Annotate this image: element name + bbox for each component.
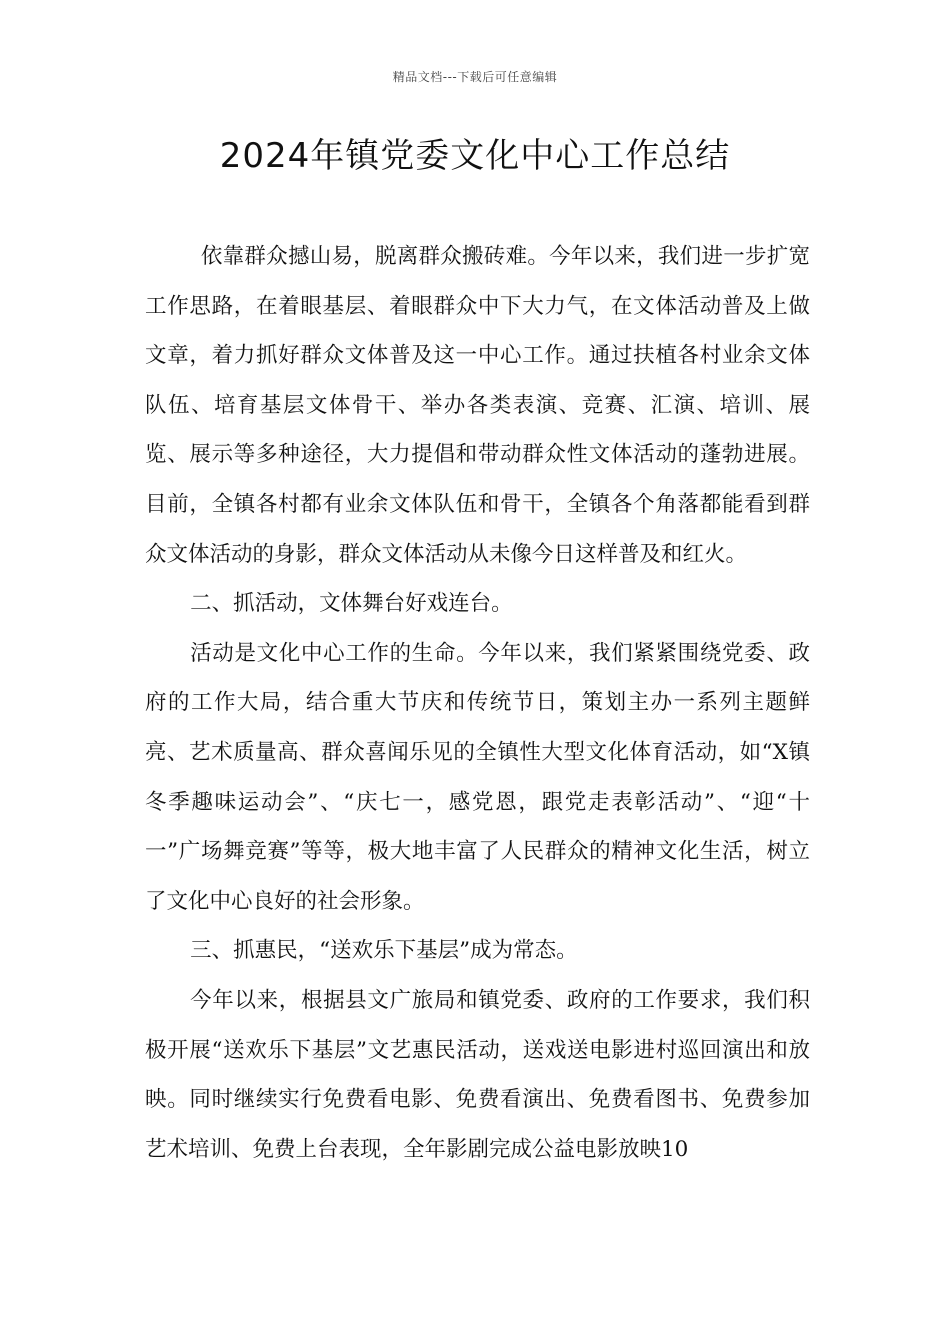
section-heading-2: 二、抓活动，文体舞台好戏连台。 — [190, 591, 513, 617]
paragraph-benefits: 今年以来，根据县文广旅局和镇党委、政府的工作要求，我们积极开展“送欢乐下基层”文艺惠民活动，送戏送电影进村巡回演出和放映。同时继续实行免费看电影、免费看演出、免费看图书、免费参加艺术培训、免费上台表现，全年影剧完成公益电影放映10 — [145, 987, 810, 1162]
section-heading-3: 三、抓惠民，“送欢乐下基层”成为常态。 — [190, 938, 578, 964]
paragraph-activities: 活动是文化中心工作的生命。今年以来，我们紧紧围绕党委、政府的工作大局，结合重大节庆和传统节日，策划主办一系列主题鲜亮、艺术质量高、群众喜闻乐见的全镇性大型文化体育活动，如“X镇冬季趣味运动会”、“庆七一，感党恩，跟党走表彰活动”、“迎“十一”广场舞竞赛”等等，极大地丰富了人民群众的精神文化生活，树立了文化中心良好的社会形象。 — [145, 640, 810, 914]
document-title: 2024年镇党委文化中心工作总结 — [219, 136, 731, 176]
document-body — [145, 232, 810, 1174]
paragraph-intro: 依靠群众撼山易，脱离群众搬砖难。今年以来，我们进一步扩宽工作思路，在着眼基层、着眼群众中下大力气，在文体活动普及上做文章，着力抓好群众文体普及这一中心工作。通过扶植各村业余文体队伍、培育基层文体骨干、举办各类表演、竞赛、汇演、培训、展览、展示等多种途径，大力提倡和带动群众性文体活动的蓬勃进展。目前，全镇各村都有业余文体队伍和骨干，全镇各个角落都能看到群众文体活动的身影，群众文体活动从未像今日这样普及和红火。 — [145, 244, 810, 567]
header-note: 精品文档---下载后可任意编辑 — [392, 70, 558, 84]
